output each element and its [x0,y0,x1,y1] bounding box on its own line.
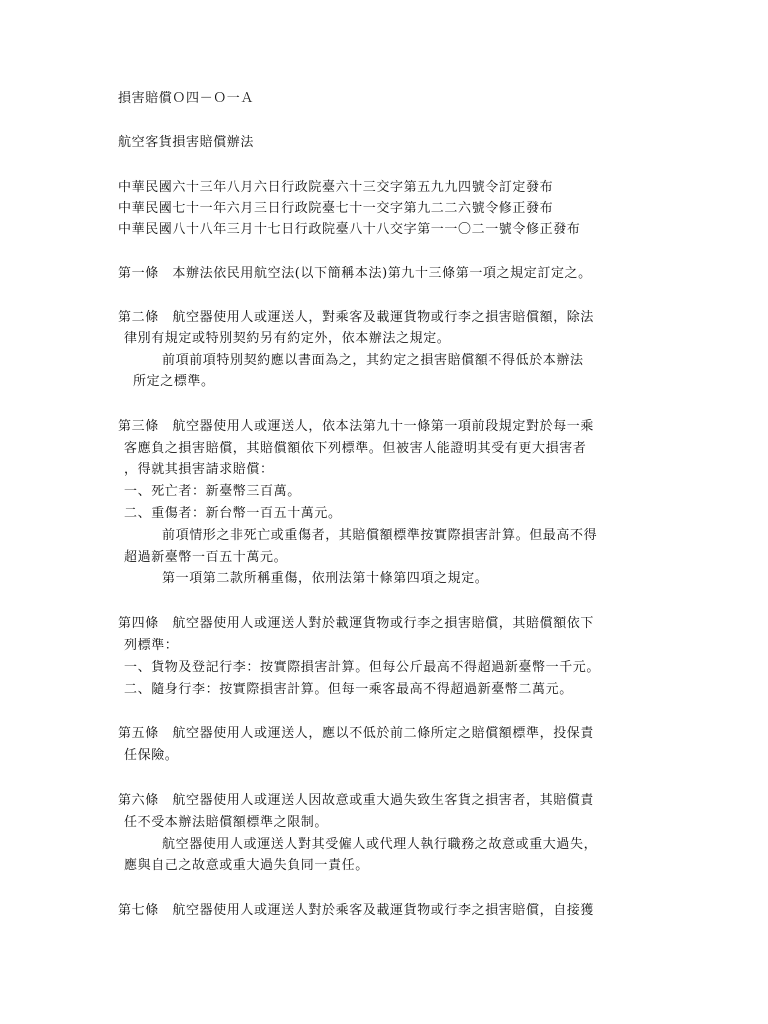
article-5-line-2: 任保險。 [124,748,179,763]
article-3-line-2: 客應負之損害賠償，其賠償額依下列標準。但被害人能證明其受有更大損害者 [124,441,587,456]
article-3-item-2: 二、重傷者：新台幣一百五十萬元。 [124,506,342,521]
article-3-line-8: 第一項第二款所稱重傷，依刑法第十條第四項之規定。 [162,571,489,586]
article-5-line-1: 第五條 航空器使用人或運送人，應以不低於前二條所定之賠償額標準，投保責 [118,726,595,741]
article-4-line-2: 列標準： [124,638,179,653]
history-line-2: 中華民國七十一年六月三日行政院臺七十一交字第九二二六號令修正發布 [118,201,554,216]
article-3-line-3: ，得就其損害請求賠償： [124,462,274,477]
article-6-line-2: 任不受本辦法賠償額標準之限制。 [124,815,329,830]
article-2-line-2: 律別有規定或特別契約另有約定外，依本辦法之規定。 [124,331,451,346]
article-4-item-2: 二、隨身行李：按實際損害計算。但每一乘客最高不得超過新臺幣二萬元。 [124,682,573,697]
history-line-3: 中華民國八十八年三月十七日行政院臺八十八交字第一一〇二一號令修正發布 [118,222,581,237]
article-6-line-4: 應與自己之故意或重大過失負同一責任。 [124,858,369,873]
article-6-line-3: 航空器使用人或運送人對其受僱人或代理人執行職務之故意或重大過失， [162,837,598,852]
document-title: 航空客貨損害賠償辦法 [118,135,255,150]
article-2-line-1: 第二條 航空器使用人或運送人，對乘客及載運貨物或行李之損害賠償額，除法 [118,310,595,325]
article-7-line-1: 第七條 航空器使用人或運送人對於乘客及載運貨物或行李之損害賠償，自接獲 [118,903,595,918]
history-line-1: 中華民國六十三年八月六日行政院臺六十三交字第五九九四號令訂定發布 [118,180,554,195]
document-code: 損害賠償Ｏ四－Ｏ一Ａ [118,91,255,106]
article-4-line-1: 第四條 航空器使用人或運送人對於載運貨物或行李之損害賠償，其賠償額依下 [118,616,595,631]
article-6-line-1: 第六條 航空器使用人或運送人因故意或重大過失致生客貨之損害者，其賠償責 [118,793,595,808]
article-3-line-7: 超過新臺幣一百五十萬元。 [124,550,288,565]
article-3-line-6: 前項情形之非死亡或重傷者，其賠償額標準按實際損害計算。但最高不得 [162,528,598,543]
article-2-line-4: 所定之標準。 [133,374,215,389]
article-1-line-1: 第一條 本辦法依民用航空法(以下簡稱本法)第九十三條第一項之規定訂定之。 [118,266,592,281]
article-3-item-1: 一、死亡者：新臺幣三百萬。 [124,484,301,499]
article-3-line-1: 第三條 航空器使用人或運送人，依本法第九十一條第一項前段規定對於每一乘 [118,419,595,434]
article-2-line-3: 前項前項特別契約應以書面為之，其約定之損害賠償額不得低於本辦法 [162,353,584,368]
article-4-item-1: 一、貨物及登記行李：按實際損害計算。但每公斤最高不得超過新臺幣一千元。 [124,660,601,675]
